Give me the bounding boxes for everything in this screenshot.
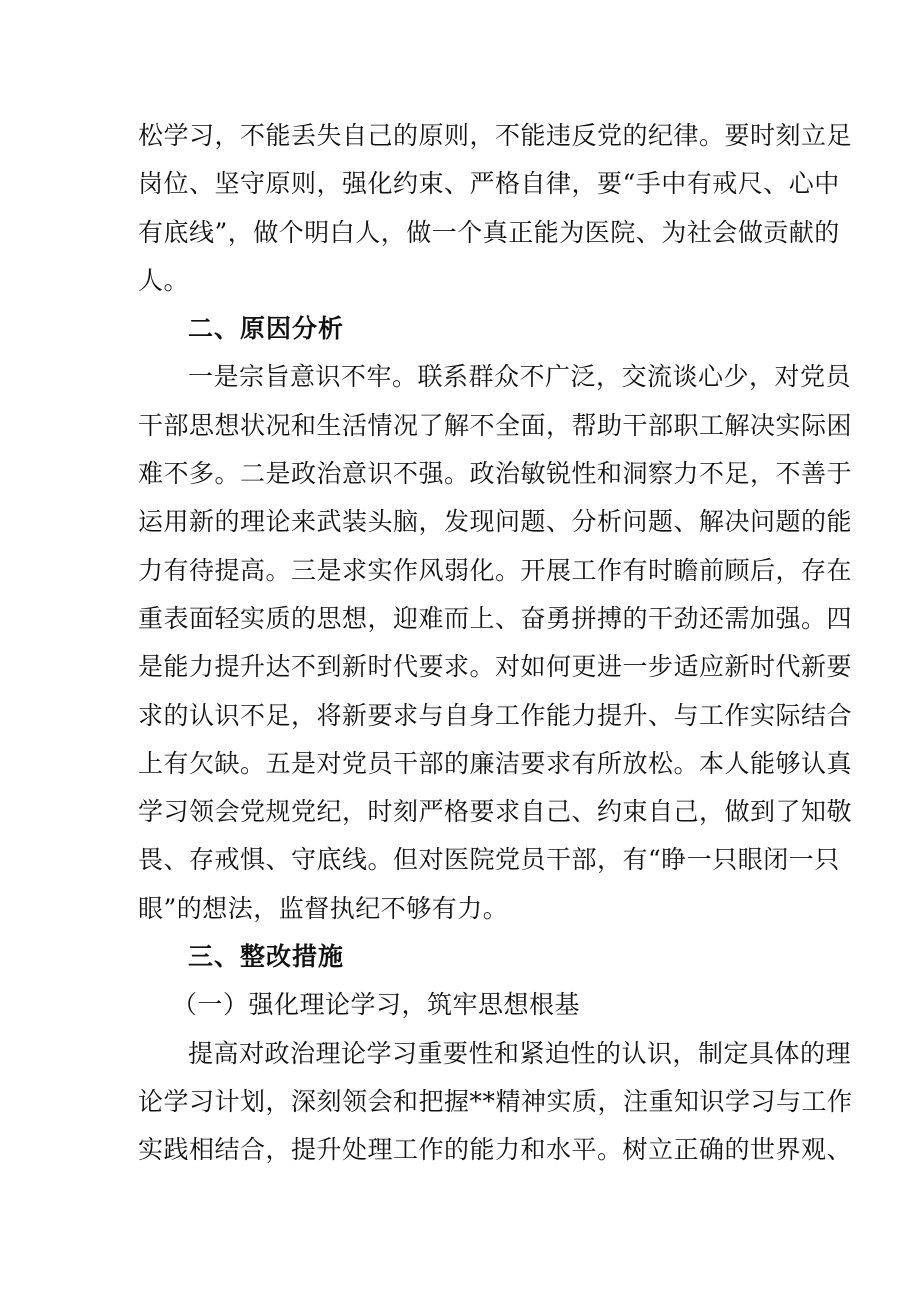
text-line: 重表面轻实质的思想，迎难而上、奋勇拼搏的干劲还需加强。四 (138, 603, 853, 633)
text-line: 学习领会党规党纪，时刻严格要求自己、约束自己，做到了知敬 (138, 797, 853, 827)
text-line: 提高对政治理论学习重要性和紧迫性的认识，制定具体的理 (188, 1038, 852, 1068)
text-line: 松学习，不能丢失自己的原则，不能违反党的纪律。要时刻立足 (138, 121, 853, 150)
text-line: 运用新的理论来武装头脑，发现问题、分析问题、解决问题的能 (138, 507, 853, 537)
text-line: 畏、存戒惧、守底线。但对医院党员干部，有“睁一只眼闭一只 (138, 845, 840, 875)
text-line: 人。 (138, 265, 190, 295)
text-line: 实践相结合，提升处理工作的能力和水平。树立正确的世界观、 (138, 1135, 853, 1165)
section-heading-cause-analysis: 二、原因分析 (188, 314, 345, 344)
text-line: 上有欠缺。五是对党员干部的廉洁要求有所放松。本人能够认真 (138, 748, 853, 778)
text-line: 眼”的想法，监督执纪不够有力。 (138, 893, 509, 923)
text-line: 岗位、坚守原则，强化约束、严格自律，要“手中有戒尺、心中 (138, 169, 840, 199)
text-line: 求的认识不足，将新要求与自身工作能力提升、与工作实际结合 (138, 700, 853, 730)
section-heading-rectification: 三、整改措施 (188, 942, 345, 972)
intro-paragraph (138, 112, 853, 305)
rectification-paragraph (138, 1030, 853, 1175)
text-line: 论学习计划，深刻领会和把握**精神实质，注重知识学习与工作 (138, 1086, 853, 1116)
text-line: 有底线”，做个明白人，做一个真正能为医院、为社会做贡献的 (138, 217, 840, 247)
text-line: 一是宗旨意识不牢。联系群众不广泛，交流谈心少，对党员 (188, 362, 852, 392)
text-line: 是能力提升达不到新时代要求。对如何更进一步适应新时代新要 (138, 652, 853, 682)
text-line: 难不多。二是政治意识不强。政治敏锐性和洞察力不足，不善于 (138, 459, 853, 489)
text-line: 力有待提高。三是求实作风弱化。开展工作有时瞻前顾后，存在 (138, 555, 853, 585)
text-line: 干部思想状况和生活情况了解不全面，帮助干部职工解决实际困 (138, 410, 853, 440)
document-page (138, 112, 853, 1175)
cause-analysis-paragraph (138, 353, 853, 933)
subsection-heading-theory-study: （一）强化理论学习，筑牢思想根基 (172, 990, 581, 1020)
